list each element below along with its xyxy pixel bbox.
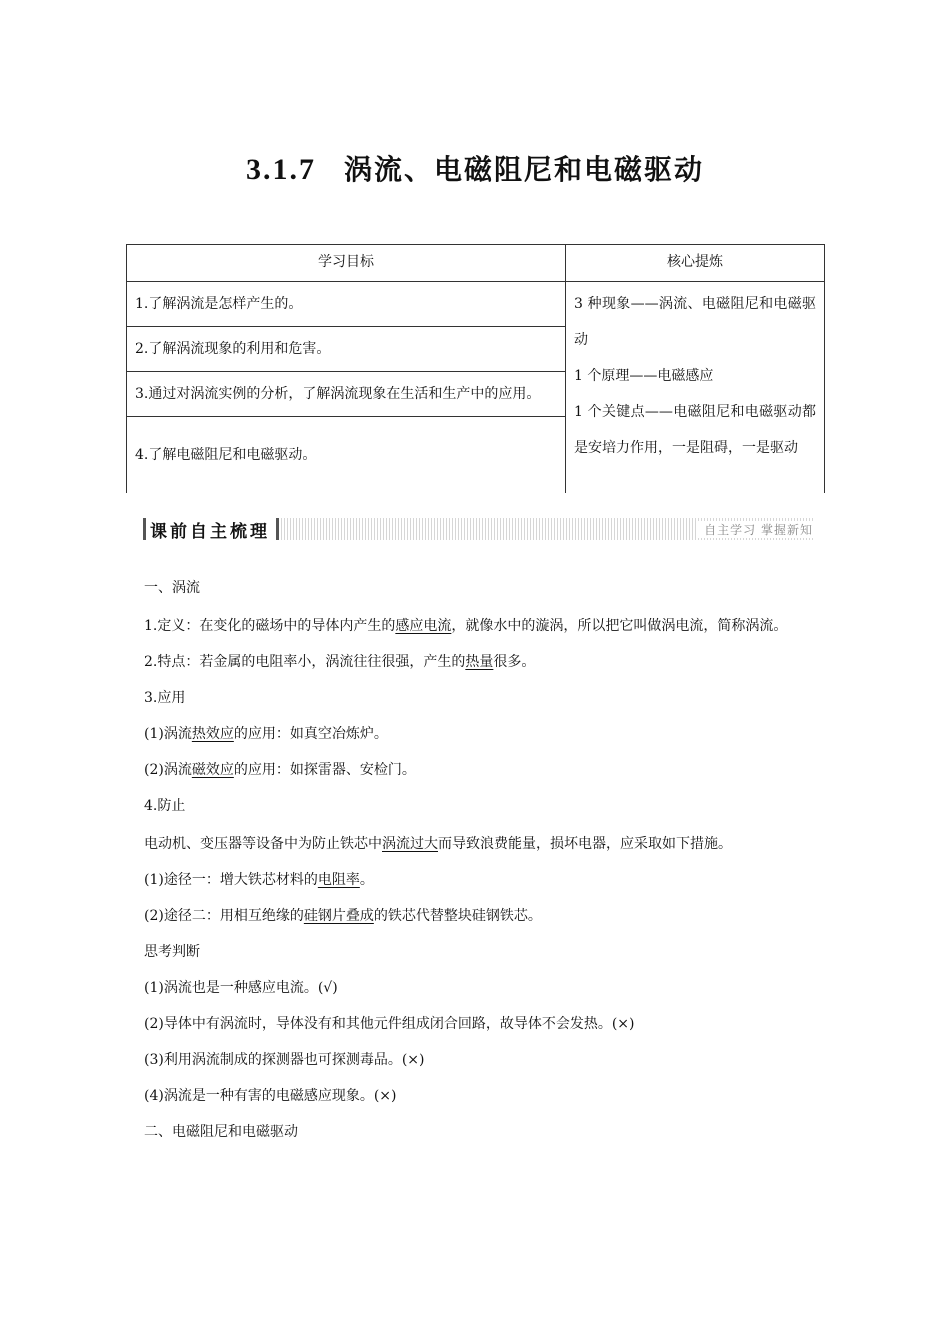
text: 的应用：如真空冶炼炉。 xyxy=(233,726,388,742)
subheading: 4.防止 xyxy=(144,798,186,814)
objectives-table xyxy=(126,244,825,493)
core-line: 1 个关键点——电磁阻尼和电磁驱动都是安培力作用，一是阻碍，一是驱动 xyxy=(574,404,816,456)
judgement-item: (1)涡流也是一种感应电流。(√) xyxy=(144,980,338,996)
key-term: 电阻率 xyxy=(317,872,360,888)
text: 1.定义：在变化的磁场中的导体内产生的 xyxy=(144,618,396,634)
text: 而导致浪费能量，损坏电器，应采取如下措施。 xyxy=(438,836,732,852)
core-summary xyxy=(566,282,825,494)
text: 。 xyxy=(359,872,374,888)
method-item xyxy=(144,862,816,898)
goal-item: 2.了解涡流现象的利用和危害。 xyxy=(127,327,566,372)
goals-header: 学习目标 xyxy=(127,245,566,282)
banner-subtitle: 自主学习 掌握新知 xyxy=(698,521,815,538)
judgement-item: (3)利用涡流制成的探测器也可探测毒品。(×) xyxy=(144,1052,425,1068)
key-term: 热效应 xyxy=(191,726,234,742)
text: 很多。 xyxy=(493,654,536,670)
section-heading: 二、电磁阻尼和电磁驱动 xyxy=(144,1124,298,1140)
judgement-item: (2)导体中有涡流时，导体没有和其他元件组成闭合回路，故导体不会发热。(×) xyxy=(144,1016,635,1032)
text: (2)涡流 xyxy=(144,762,192,778)
banner-bar xyxy=(143,518,146,540)
core-line: 3 种现象——涡流、电磁阻尼和电磁驱动 xyxy=(574,296,816,348)
section-number: 3.1.7 xyxy=(245,153,316,186)
application-item xyxy=(144,716,816,752)
key-term: 硅钢片叠成 xyxy=(303,908,374,924)
section-heading: 一、涡流 xyxy=(144,580,200,596)
key-term: 涡流过大 xyxy=(382,836,438,852)
page-title xyxy=(0,148,950,188)
goal-item: 1.了解涡流是怎样产生的。 xyxy=(127,282,566,327)
goal-item: 3.通过对涡流实例的分析，了解涡流现象在生活和生产中的应用。 xyxy=(127,372,566,417)
subheading: 3.应用 xyxy=(144,690,186,706)
main-content xyxy=(144,570,816,1150)
subheading: 思考判断 xyxy=(144,944,200,960)
text: ，就像水中的漩涡，所以把它叫做涡电流，简称涡流。 xyxy=(451,618,788,634)
key-term: 磁效应 xyxy=(191,762,234,778)
banner-bar xyxy=(276,518,279,540)
text: 的应用：如探雷器、安检门。 xyxy=(233,762,416,778)
definition-paragraph xyxy=(144,606,816,644)
title-text: 涡流、电磁阻尼和电磁驱动 xyxy=(343,153,704,186)
core-header: 核心提炼 xyxy=(566,245,825,282)
text: 电动机、变压器等设备中为防止铁芯中 xyxy=(144,836,382,852)
text: 2.特点：若金属的电阻率小，涡流往往很强，产生的 xyxy=(144,654,466,670)
method-item xyxy=(144,898,816,934)
section-banner xyxy=(143,516,815,542)
key-term: 热量 xyxy=(465,654,494,670)
judgement-item: (4)涡流是一种有害的电磁感应现象。(×) xyxy=(144,1088,397,1104)
key-term: 感应电流 xyxy=(395,618,452,634)
text: (1)涡流 xyxy=(144,726,192,742)
feature-paragraph xyxy=(144,644,816,680)
goal-item: 4.了解电磁阻尼和电磁驱动。 xyxy=(127,417,566,494)
text: (2)途径二：用相互绝缘的 xyxy=(144,908,304,924)
banner-label: 课前自主梳理 xyxy=(150,521,270,542)
core-line: 1 个原理——电磁感应 xyxy=(574,368,714,384)
application-item xyxy=(144,752,816,788)
prevention-paragraph xyxy=(144,824,816,862)
text: 的铁芯代替整块硅钢铁芯。 xyxy=(373,908,542,924)
text: (1)途径一：增大铁芯材料的 xyxy=(144,872,318,888)
banner-pattern xyxy=(281,518,815,540)
